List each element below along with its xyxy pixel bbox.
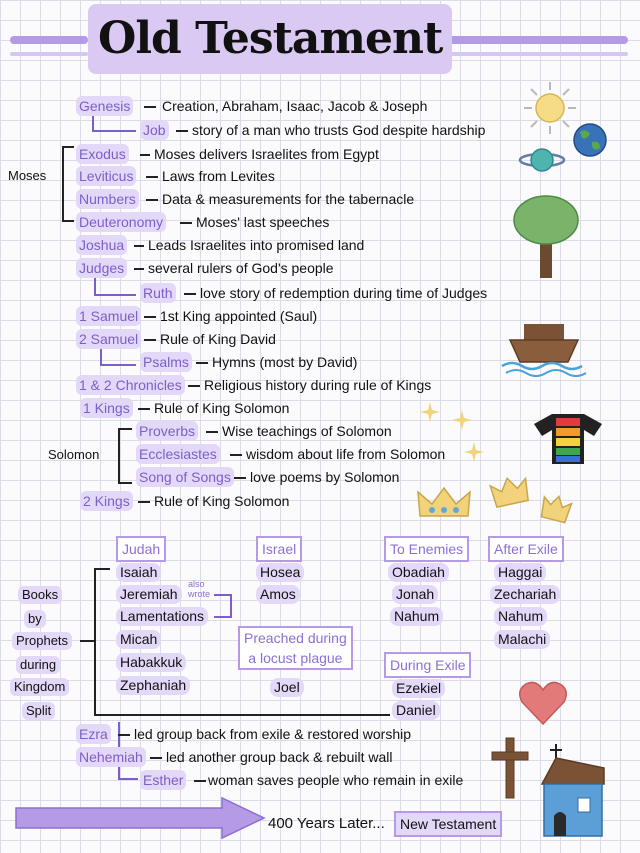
prophets-label-1: Books xyxy=(18,586,62,604)
book-chronicles: 1 & 2 Chronicles xyxy=(76,375,185,395)
moses-bracket xyxy=(62,146,74,148)
desc-1-samuel: 1st King appointed (Saul) xyxy=(160,308,318,324)
prophet-nahum-enemies: Nahum xyxy=(390,607,443,626)
prophet-hosea: Hosea xyxy=(256,563,304,582)
book-judges: Judges xyxy=(76,258,127,278)
book-proverbs: Proverbs xyxy=(136,421,198,441)
also-wrote-2: wrote xyxy=(188,589,211,599)
globe-icon xyxy=(572,122,608,158)
prophet-ezekiel: Ezekiel xyxy=(392,679,445,698)
prophets-bracket xyxy=(94,568,110,570)
prophet-jonah: Jonah xyxy=(392,585,438,604)
desc-chronicles: Religious history during rule of Kings xyxy=(204,377,432,393)
desc-judges: several rulers of God's people xyxy=(148,260,334,276)
desc-song-of-songs: love poems by Solomon xyxy=(250,469,400,485)
book-nehemiah: Nehemiah xyxy=(76,747,146,767)
desc-job: story of a man who trusts God despite hardship xyxy=(192,122,486,138)
desc-ecclesiastes: wisdom about life from Solomon xyxy=(246,446,446,462)
prophet-habakkuk: Habakkuk xyxy=(116,653,186,672)
book-1-kings: 1 Kings xyxy=(80,398,133,418)
book-leviticus: Leviticus xyxy=(76,166,136,186)
connector-line xyxy=(94,278,96,294)
solomon-bracket xyxy=(118,428,132,430)
moses-bracket xyxy=(62,146,64,222)
prophet-amos: Amos xyxy=(256,585,300,604)
also-wrote-connector xyxy=(214,616,232,618)
solomon-bracket xyxy=(118,428,120,484)
dash xyxy=(176,130,188,132)
desc-ezra: led group back from exile & restored worship xyxy=(134,726,412,742)
desc-1-kings: Rule of King Solomon xyxy=(154,400,290,416)
book-ezra: Ezra xyxy=(76,724,111,744)
timeline-arrow xyxy=(12,794,268,842)
prophets-label-5: Kingdom xyxy=(10,678,69,696)
sun-icon xyxy=(522,80,578,136)
book-ruth: Ruth xyxy=(140,283,176,303)
crown-icon xyxy=(490,474,532,508)
solomon-bracket xyxy=(118,482,132,484)
desc-2-kings: Rule of King Solomon xyxy=(154,493,290,509)
footer-new-testament: New Testament xyxy=(394,811,502,837)
cross-icon xyxy=(490,736,530,800)
book-esther: Esther xyxy=(140,770,186,790)
connector-line xyxy=(92,130,136,132)
book-genesis: Genesis xyxy=(76,96,133,116)
header-to-enemies: To Enemies xyxy=(384,536,469,562)
tree-icon xyxy=(510,192,582,280)
desc-numbers: Data & measurements for the tabernacle xyxy=(162,191,415,207)
connector-line xyxy=(92,114,94,130)
prophet-nahum-after: Nahum xyxy=(494,607,547,626)
prophet-malachi: Malachi xyxy=(494,630,550,649)
dash xyxy=(206,431,218,433)
book-song-of-songs: Song of Songs xyxy=(136,467,234,487)
footer-years: 400 Years Later... xyxy=(268,815,385,832)
prophet-micah: Micah xyxy=(116,630,161,649)
sparkles-icon xyxy=(418,402,488,462)
prophet-zechariah: Zechariah xyxy=(490,585,560,604)
crown-icon xyxy=(540,492,574,524)
dash xyxy=(180,222,192,224)
book-1-samuel: 1 Samuel xyxy=(76,306,141,326)
dash xyxy=(134,268,144,270)
header-locust-line-1: Preached during xyxy=(244,630,347,646)
book-2-kings: 2 Kings xyxy=(80,491,133,511)
prophets-bracket xyxy=(94,714,390,716)
book-job: Job xyxy=(140,120,169,140)
connector-line xyxy=(118,778,138,780)
prophet-jeremiah: Jeremiah xyxy=(116,585,182,604)
ark-icon xyxy=(498,318,590,376)
book-numbers: Numbers xyxy=(76,189,139,209)
prophet-joel: Joel xyxy=(270,678,304,697)
crown-icon xyxy=(416,486,472,520)
desc-nehemiah: led another group back & rebuilt wall xyxy=(166,749,393,765)
desc-proverbs: Wise teachings of Solomon xyxy=(222,423,392,439)
desc-genesis: Creation, Abraham, Isaac, Jacob & Joseph xyxy=(162,98,428,114)
dash xyxy=(144,106,156,108)
desc-exodus: Moses delivers Israelites from Egypt xyxy=(154,146,379,162)
book-ecclesiastes: Ecclesiastes xyxy=(136,444,220,464)
prophet-obadiah: Obadiah xyxy=(388,563,449,582)
dash xyxy=(150,757,162,759)
header-during-exile: During Exile xyxy=(384,652,471,678)
prophet-isaiah: Isaiah xyxy=(116,563,161,582)
dash xyxy=(144,339,156,341)
title-rule-left xyxy=(10,36,88,44)
desc-ruth: love story of redemption during time of Judges xyxy=(200,285,488,301)
prophet-lamentations: Lamentations xyxy=(116,607,208,626)
desc-2-samuel: Rule of King David xyxy=(160,331,276,347)
dash xyxy=(140,154,150,156)
prophets-label-2: by xyxy=(24,610,46,628)
prophets-label-3: Prophets xyxy=(12,632,72,650)
dash xyxy=(194,780,206,782)
header-israel: Israel xyxy=(256,536,302,562)
also-wrote-1: also xyxy=(188,579,205,589)
book-psalms: Psalms xyxy=(140,352,192,372)
dash xyxy=(146,199,158,201)
dash xyxy=(188,385,200,387)
prophets-label-4: during xyxy=(16,656,60,674)
dash xyxy=(184,293,196,295)
header-locust-line-2: a locust plague xyxy=(248,650,343,666)
prophet-haggai: Haggai xyxy=(494,563,546,582)
group-label-solomon: Solomon xyxy=(48,447,100,462)
prophets-bracket xyxy=(94,568,96,716)
dash xyxy=(138,408,150,410)
connector-line xyxy=(100,364,136,366)
desc-joshua: Leads Israelites into promised land xyxy=(148,237,365,253)
moses-bracket xyxy=(62,220,74,222)
book-deuteronomy: Deuteronomy xyxy=(76,212,166,232)
connector-line xyxy=(100,348,102,364)
book-joshua: Joshua xyxy=(76,235,127,255)
prophets-bracket xyxy=(80,640,94,642)
prophets-label-6: Split xyxy=(22,702,55,720)
church-icon xyxy=(540,744,608,840)
coat-icon xyxy=(532,410,604,466)
dash xyxy=(118,734,130,736)
dash xyxy=(196,362,208,364)
dash xyxy=(146,176,158,178)
heart-icon xyxy=(518,680,568,726)
prophet-daniel: Daniel xyxy=(392,701,440,720)
book-exodus: Exodus xyxy=(76,144,129,164)
prophet-zephaniah: Zephaniah xyxy=(116,676,190,695)
dash xyxy=(230,454,242,456)
header-locust xyxy=(238,626,353,670)
page-title: Old Testament xyxy=(88,4,452,74)
header-after-exile: After Exile xyxy=(488,536,564,562)
group-label-moses: Moses xyxy=(8,168,47,183)
dash xyxy=(144,316,156,318)
also-wrote-connector xyxy=(230,594,232,618)
desc-esther: woman saves people who remain in exile xyxy=(208,772,464,788)
book-2-samuel: 2 Samuel xyxy=(76,329,141,349)
dash xyxy=(134,245,144,247)
title-rule-left-thin xyxy=(10,52,88,56)
desc-deuteronomy: Moses' last speeches xyxy=(196,214,330,230)
desc-psalms: Hymns (most by David) xyxy=(212,354,358,370)
connector-line xyxy=(94,294,136,296)
dash xyxy=(138,501,150,503)
header-judah: Judah xyxy=(116,536,166,562)
dash xyxy=(234,477,246,479)
planet-icon xyxy=(518,142,566,178)
desc-leviticus: Laws from Levites xyxy=(162,168,275,184)
